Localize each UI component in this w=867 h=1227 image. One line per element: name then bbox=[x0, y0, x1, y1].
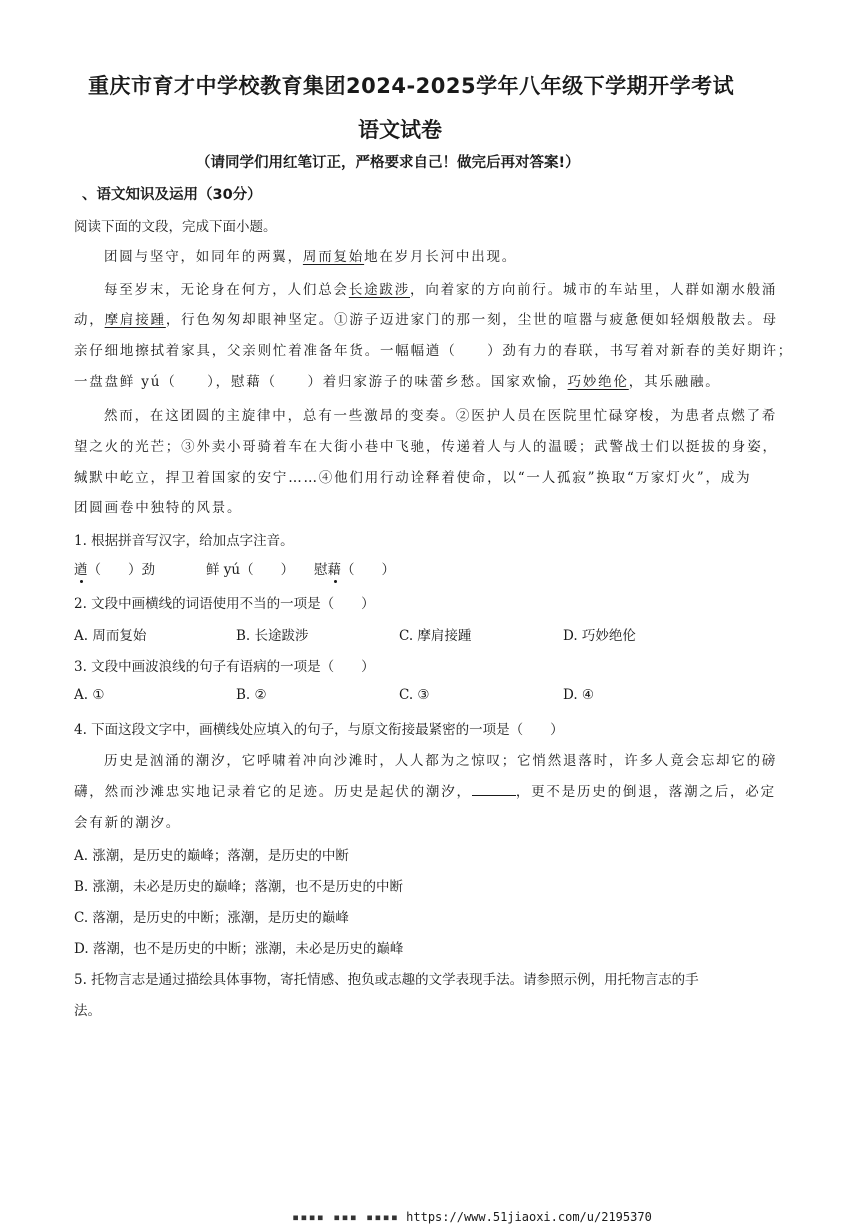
question-1-item-c: 慰藉（ ） bbox=[314, 562, 395, 578]
footer-dots: ▪▪▪▪ ▪▪▪ ▪▪▪▪ bbox=[292, 1210, 399, 1224]
question-3-option-b: B. ② bbox=[236, 687, 267, 703]
question-4-option-b: B. 涨潮，未必是历史的巅峰；落潮，也不是历史的中断 bbox=[74, 879, 404, 895]
section-heading: 、语文知识及运用（30分） bbox=[82, 187, 262, 203]
passage-paragraph-2-line-1: 每至岁末，无论身在何方，人们总会长途跋涉，向着家的方向前行。城市的车站里，人群如潮水般涌 bbox=[104, 282, 778, 298]
question-5-line-2: 法。 bbox=[74, 1003, 101, 1019]
question-3-option-c: C. ③ bbox=[399, 687, 430, 703]
question-3-option-d: D. ④ bbox=[563, 687, 595, 703]
exam-title: 重庆市育才中学校教育集团2024-2025学年八年级下学期开学考试 bbox=[88, 74, 735, 98]
question-2-option-c: C. 摩肩接踵 bbox=[399, 628, 472, 644]
question-4-passage-line-2: 礴，然而沙滩忠实地记录着它的足迹。历史是起伏的潮汐， ，更不是历史的倒退，落潮之后，必定 bbox=[74, 784, 776, 800]
question-4-passage-line-1: 历史是汹涌的潮汐，它呼啸着冲向沙滩时，人人都为之惊叹；它悄然退落时，许多人竟会忘却它的磅 bbox=[104, 753, 778, 769]
passage-paragraph-2-line-2: 动，摩肩接踵，行色匆匆却眼神坚定。①游子迈进家门的那一刻，尘世的喧嚣与疲惫便如轻烟般散去。母 bbox=[74, 312, 778, 328]
passage-paragraph-3-line-4: 团圆画卷中独特的风景。 bbox=[74, 500, 243, 516]
question-1-stem: 1. 根据拼音写汉字，给加点字注音。 bbox=[74, 533, 294, 549]
footer-url-link[interactable]: https://www.51jiaoxi.com/u/2195370 bbox=[406, 1210, 652, 1224]
passage-paragraph-3-line-3: 缄默中屹立，捍卫着国家的安宁……④他们用行动诠释着使命，以“一人孤寂”换取“万家灯火”，成为 bbox=[74, 470, 752, 486]
fill-in-blank[interactable] bbox=[472, 783, 516, 796]
underlined-phrase-1: 周而复始 bbox=[302, 249, 365, 265]
passage-paragraph-3-line-1: 然而，在这团圆的主旋律中，总有一些激昂的变奏。②医护人员在医院里忙碌穿梭，为患者点燃了希 bbox=[104, 408, 778, 424]
footer-watermark bbox=[292, 1210, 652, 1224]
question-4-option-d: D. 落潮，也不是历史的中断；涨潮，未必是历史的巅峰 bbox=[74, 941, 404, 957]
intro-text: 阅读下面的文段，完成下面小题。 bbox=[74, 219, 277, 235]
question-5-line-1: 5. 托物言志是通过描绘具体事物，寄托情感、抱负或志趣的文学表现手法。请参照示例，用托物言志的手 bbox=[74, 972, 699, 988]
question-4-passage-line-3: 会有新的潮汐。 bbox=[74, 815, 182, 831]
question-2-stem: 2. 文段中画横线的词语使用不当的一项是（ ） bbox=[74, 596, 375, 612]
question-4-stem: 4. 下面这段文字中，画横线处应填入的句子，与原文衔接最紧密的一项是（ ） bbox=[74, 722, 564, 738]
question-2-option-b: B. 长途跋涉 bbox=[236, 628, 309, 644]
question-3-stem: 3. 文段中画波浪线的句子有语病的一项是（ ） bbox=[74, 659, 375, 675]
passage-paragraph-1: 团圆与坚守，如同年的两翼，周而复始地在岁月长河中出现。 bbox=[104, 249, 518, 265]
underlined-phrase-2: 长途跋涉 bbox=[348, 282, 411, 298]
underlined-phrase-4: 巧妙绝伦 bbox=[567, 374, 629, 390]
question-2-option-a: A. 周而复始 bbox=[74, 628, 147, 644]
exam-subtitle: 语文试卷 bbox=[358, 118, 442, 142]
passage-paragraph-3-line-2: 望之火的光芒；③外卖小哥骑着车在大街小巷中飞驰，传递着人与人的温暖；武警战士们以挺拔的身姿， bbox=[74, 439, 778, 455]
question-2-option-d: D. 巧妙绝伦 bbox=[563, 628, 636, 644]
question-3-option-a: A. ① bbox=[74, 687, 105, 703]
question-1-item-b: 鲜 yú（ ） bbox=[206, 562, 295, 578]
passage-paragraph-2-line-3: 亲仔细地擦拭着家具，父亲则忙着准备年货。一幅幅遒（ ）劲有力的春联，书写着对新春的美好期许； bbox=[74, 343, 794, 359]
question-4-option-a: A. 涨潮，是历史的巅峰；落潮，是历史的中断 bbox=[74, 848, 349, 864]
underlined-phrase-3: 摩肩接踵 bbox=[104, 312, 166, 328]
passage-paragraph-2-line-4: 一盘盘鲜 yú（ ），慰藉（ ）着归家游子的味蕾乡愁。国家欢愉，巧妙绝伦，其乐融融。 bbox=[74, 374, 721, 390]
exam-note: （请同学们用红笔订正，严格要求自己！做完后再对答案!） bbox=[196, 155, 580, 171]
question-4-option-c: C. 落潮，是历史的中断；涨潮，是历史的巅峰 bbox=[74, 910, 349, 926]
question-1-item-a: 遒（ ）劲 bbox=[74, 562, 155, 578]
